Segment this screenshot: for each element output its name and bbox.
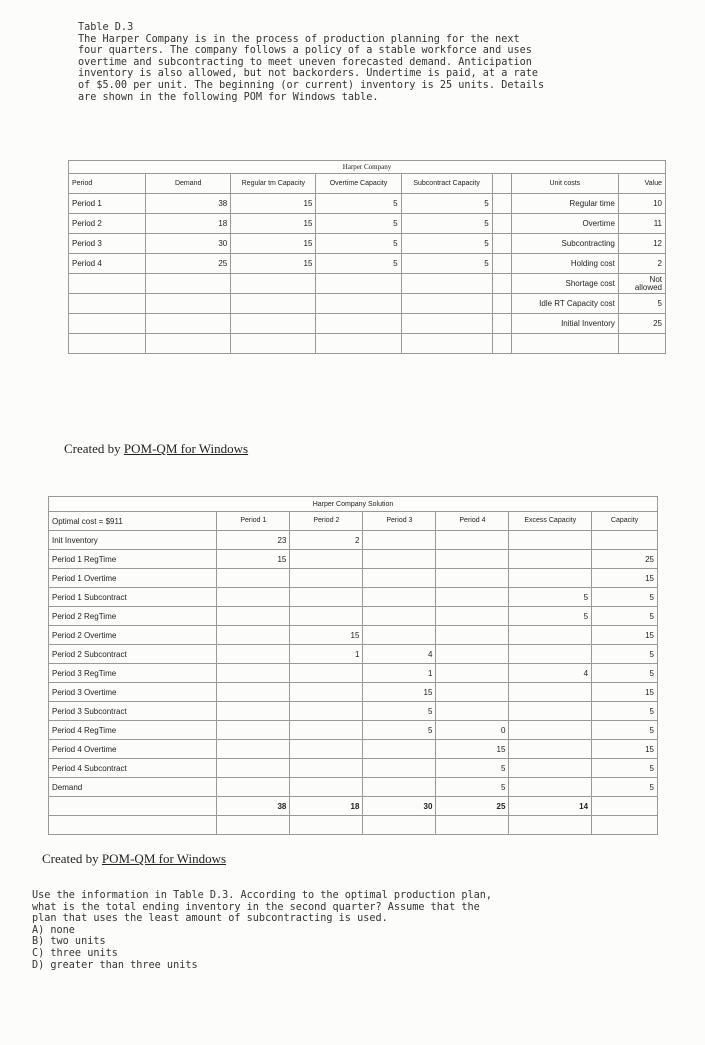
- table2-cell: [217, 740, 290, 759]
- table1-cell: 5: [401, 214, 492, 234]
- table1-cell: 5: [316, 194, 401, 214]
- answer-option: C) three units: [32, 947, 118, 959]
- table2-cell: [49, 816, 217, 835]
- table1-cell: Period 4: [69, 254, 146, 274]
- table2-cell: 15: [592, 740, 658, 759]
- table1-cell: [492, 274, 511, 294]
- table1-cell: Initial Inventory: [511, 314, 618, 334]
- question-line: plan that uses the least amount of subcontracting is used.: [32, 913, 388, 925]
- table2-cell: [363, 531, 436, 550]
- table1-cell: [401, 334, 492, 354]
- table2-cell: 15: [592, 683, 658, 702]
- table2-cell: 5: [592, 759, 658, 778]
- table2-title: Harper Company Solution: [49, 497, 658, 512]
- credit-link: POM-QM for Windows: [101, 851, 227, 866]
- table1-cell: 5: [316, 234, 401, 254]
- table2-cell: 30: [363, 797, 436, 816]
- table2-cell: [290, 740, 363, 759]
- table2-cell: [217, 759, 290, 778]
- table2-header-cell: Period 2: [290, 512, 363, 531]
- intro-line: of $5.00 per unit. The beginning (or current) inventory is 25 units. Details: [78, 79, 545, 91]
- table1-cell: 25: [146, 254, 231, 274]
- table2-cell: 1: [290, 645, 363, 664]
- table1-cell: 15: [231, 234, 316, 254]
- table2-cell: [217, 683, 290, 702]
- table1-cell: [316, 274, 401, 294]
- table1-cell: [146, 334, 231, 354]
- table1-cell: 15: [231, 214, 316, 234]
- table2-row: [49, 569, 658, 588]
- table2-cell: 15: [436, 740, 509, 759]
- table2-row: [49, 778, 658, 797]
- table2-cell: 15: [363, 683, 436, 702]
- table1-header-cell: Overtime Capacity: [316, 174, 401, 194]
- question-line: Use the information in Table D.3. According to the optimal production plan,: [32, 890, 493, 901]
- harper-solution-table: [48, 496, 658, 835]
- table2-row: [49, 550, 658, 569]
- table1-cell: [146, 294, 231, 314]
- table1-cell: Period 2: [69, 214, 146, 234]
- table2-cell: [509, 740, 592, 759]
- table1-cell: Idle RT Capacity cost: [511, 294, 618, 314]
- table1-cell: [146, 314, 231, 334]
- table1-cell: 5: [316, 254, 401, 274]
- table2-header-cell: Capacity: [592, 512, 658, 531]
- answer-option: A) none: [32, 924, 75, 936]
- table2-row: [49, 531, 658, 550]
- table2-row: [49, 664, 658, 683]
- table1-cell: 15: [231, 194, 316, 214]
- table1-cell: 30: [146, 234, 231, 254]
- table1-cell: 2: [618, 254, 665, 274]
- table2-row: [49, 683, 658, 702]
- table2-cell: [509, 645, 592, 664]
- table1-cell: 12: [618, 234, 665, 254]
- table1-row: [69, 214, 666, 234]
- table1-cell: [231, 294, 316, 314]
- table2-cell: Period 2 RegTime: [49, 607, 217, 626]
- table2-row: [49, 740, 658, 759]
- table1-cell: Period 3: [69, 234, 146, 254]
- table2-cell: [363, 759, 436, 778]
- table2-cell: [436, 664, 509, 683]
- table2-cell: Period 3 RegTime: [49, 664, 217, 683]
- table1-cell: [316, 334, 401, 354]
- table1-cell: [511, 334, 618, 354]
- table1-cell: [231, 334, 316, 354]
- table2-cell: [217, 721, 290, 740]
- table2-cell: [290, 759, 363, 778]
- table1-header-cell: Unit costs: [511, 174, 618, 194]
- table1-cell: [492, 254, 511, 274]
- question-line: what is the total ending inventory in the second quarter? Assume that the: [32, 901, 480, 913]
- table2-cell: [436, 531, 509, 550]
- table1-cell: 18: [146, 214, 231, 234]
- table2-cell: [436, 645, 509, 664]
- table2-cell: [217, 816, 290, 835]
- table2-cell: [217, 626, 290, 645]
- table1-cell: [69, 314, 146, 334]
- table2-cell: 1: [363, 664, 436, 683]
- table2-cell: Period 2 Overtime: [49, 626, 217, 645]
- table2-cell: 0: [436, 721, 509, 740]
- table2-cell: 5: [592, 645, 658, 664]
- harper-company-table: [68, 160, 666, 354]
- table2-cell: [217, 664, 290, 683]
- table2-cell: 5: [509, 607, 592, 626]
- table2-cell: Period 1 Subcontract: [49, 588, 217, 607]
- table2-cell: [509, 626, 592, 645]
- table2-cell: Period 3 Overtime: [49, 683, 217, 702]
- table2-row: [49, 607, 658, 626]
- table2-cell: [509, 550, 592, 569]
- table1-cell: [69, 294, 146, 314]
- table2-cell: 15: [592, 626, 658, 645]
- table2-cell: [217, 588, 290, 607]
- table1-cell: 11: [618, 214, 665, 234]
- intro-line: Table D.3: [78, 22, 134, 33]
- table2-cell: [363, 778, 436, 797]
- table2-cell: Period 4 Overtime: [49, 740, 217, 759]
- table2-cell: [592, 531, 658, 550]
- table2-cell: [290, 816, 363, 835]
- table2-cell: Period 4 RegTime: [49, 721, 217, 740]
- table2-cell: 5: [592, 607, 658, 626]
- table1-cell: 5: [401, 194, 492, 214]
- table2-row: [49, 797, 658, 816]
- table2-cell: [363, 588, 436, 607]
- table2-cell: Period 1 Overtime: [49, 569, 217, 588]
- table2-row: [49, 588, 658, 607]
- table2-cell: [436, 683, 509, 702]
- table1-row: [69, 314, 666, 334]
- table1-cell: [146, 274, 231, 294]
- table2-cell: 5: [363, 721, 436, 740]
- table1-row: [69, 194, 666, 214]
- table2-cell: [509, 778, 592, 797]
- table2-cell: [363, 740, 436, 759]
- table2-cell: [509, 683, 592, 702]
- table1-cell: [618, 334, 665, 354]
- table2-row: [49, 702, 658, 721]
- table2-row: [49, 721, 658, 740]
- table1-cell: [69, 274, 146, 294]
- intro-line: inventory is also allowed, but not backorders. Undertime is paid, at a rate: [78, 68, 539, 80]
- table1-row: [69, 274, 666, 294]
- table2-cell: [290, 721, 363, 740]
- table1-cell: 5: [401, 234, 492, 254]
- table1-header-cell: [492, 174, 511, 194]
- table1-cell: 38: [146, 194, 231, 214]
- table2-cell: Period 1 RegTime: [49, 550, 217, 569]
- answer-option: B) two units: [32, 936, 106, 948]
- table2-cell: 5: [436, 778, 509, 797]
- table2-cell: [436, 569, 509, 588]
- table2-cell: 5: [592, 721, 658, 740]
- table2-cell: [363, 550, 436, 569]
- table2-cell: [290, 569, 363, 588]
- table2-cell: [363, 816, 436, 835]
- table2-cell: [509, 816, 592, 835]
- table2-cell: [509, 569, 592, 588]
- table1-cell: 25: [618, 314, 665, 334]
- table1-cell: [401, 294, 492, 314]
- table2-cell: 5: [592, 588, 658, 607]
- table2-cell: [436, 816, 509, 835]
- table2-cell: Period 2 Subcontract: [49, 645, 217, 664]
- table2-cell: 5: [436, 759, 509, 778]
- table1-cell: Subcontracting: [511, 234, 618, 254]
- table1-row: [69, 234, 666, 254]
- table1-row: [69, 254, 666, 274]
- table2-cell: [290, 550, 363, 569]
- table2-cell: [363, 607, 436, 626]
- table2-cell: [290, 588, 363, 607]
- table2-cell: 5: [592, 702, 658, 721]
- table1-header-cell: Subcontract Capacity: [401, 174, 492, 194]
- table2-cell: [436, 550, 509, 569]
- table2-cell: 4: [363, 645, 436, 664]
- table2-cell: 15: [217, 550, 290, 569]
- table2-header-cell: Period 4: [436, 512, 509, 531]
- answer-option: D) greater than three units: [32, 959, 198, 971]
- table2-row: [49, 816, 658, 835]
- table2-cell: [436, 702, 509, 721]
- intro-line: The Harper Company is in the process of production planning for the next: [78, 33, 520, 45]
- table2-cell: [217, 778, 290, 797]
- table1-cell: [492, 194, 511, 214]
- table2-cell: [509, 759, 592, 778]
- table2-cell: [290, 607, 363, 626]
- table2-cell: [217, 607, 290, 626]
- table1-cell: Not allowed: [618, 274, 665, 294]
- table2-header-cell: Optimal cost = $911: [49, 512, 217, 531]
- table2-cell: Period 4 Subcontract: [49, 759, 217, 778]
- table1-header-cell: Demand: [146, 174, 231, 194]
- table1-cell: Period 1: [69, 194, 146, 214]
- table2-cell: 5: [509, 588, 592, 607]
- table1-row: [69, 334, 666, 354]
- table1-cell: Overtime: [511, 214, 618, 234]
- table1-cell: [401, 314, 492, 334]
- table2-cell: [436, 626, 509, 645]
- table2-cell: [363, 569, 436, 588]
- table1-cell: [316, 314, 401, 334]
- table2-cell: [290, 778, 363, 797]
- table1-cell: [492, 234, 511, 254]
- table2-header-cell: Excess Capacity: [509, 512, 592, 531]
- table2-cell: Demand: [49, 778, 217, 797]
- table2-cell: [436, 588, 509, 607]
- table1-cell: 5: [316, 214, 401, 234]
- table1-cell: 15: [231, 254, 316, 274]
- table2-cell: 38: [217, 797, 290, 816]
- table1-cell: [316, 294, 401, 314]
- table2-cell: [217, 702, 290, 721]
- table2-cell: [290, 702, 363, 721]
- table2-credit: [42, 851, 226, 867]
- table1-cell: [492, 334, 511, 354]
- table2-cell: 5: [363, 702, 436, 721]
- table2-row: [49, 759, 658, 778]
- table2-cell: [217, 645, 290, 664]
- table1-header-cell: Period: [69, 174, 146, 194]
- table2-cell: [436, 607, 509, 626]
- table2-row: [49, 626, 658, 645]
- table2-cell: [509, 531, 592, 550]
- table2-cell: 23: [217, 531, 290, 550]
- table2-cell: 2: [290, 531, 363, 550]
- table2-cell: 25: [436, 797, 509, 816]
- table1-row: [69, 294, 666, 314]
- table2-cell: [363, 626, 436, 645]
- table2-cell: [49, 797, 217, 816]
- problem-intro: [78, 22, 693, 103]
- table2-cell: 14: [509, 797, 592, 816]
- table1-header-cell: Regular tm Capacity: [231, 174, 316, 194]
- intro-line: are shown in the following POM for Windows table.: [78, 91, 379, 103]
- table2-cell: [290, 683, 363, 702]
- table2-cell: Period 3 Subcontract: [49, 702, 217, 721]
- table1-title: Harper Company: [69, 161, 666, 174]
- table1-cell: [69, 334, 146, 354]
- table1-cell: [492, 314, 511, 334]
- table1-cell: Regular time: [511, 194, 618, 214]
- table2-cell: 5: [592, 778, 658, 797]
- table2-cell: 25: [592, 550, 658, 569]
- table2-header-cell: Period 3: [363, 512, 436, 531]
- intro-line: overtime and subcontracting to meet uneven forecasted demand. Anticipation: [78, 56, 532, 68]
- table2-cell: 15: [592, 569, 658, 588]
- table2-cell: [592, 797, 658, 816]
- table1-cell: Holding cost: [511, 254, 618, 274]
- table2-cell: [509, 721, 592, 740]
- table1-cell: [231, 314, 316, 334]
- table2-header-cell: Period 1: [217, 512, 290, 531]
- table1-cell: [492, 294, 511, 314]
- table1-cell: 5: [401, 254, 492, 274]
- table1-cell: [401, 274, 492, 294]
- table1-credit: [64, 441, 248, 457]
- table2-cell: 4: [509, 664, 592, 683]
- question: [32, 890, 692, 971]
- table2-cell: [509, 702, 592, 721]
- table2-cell: [217, 569, 290, 588]
- credit-prefix: Created by: [42, 851, 102, 866]
- table2-row: [49, 645, 658, 664]
- table2-cell: [592, 816, 658, 835]
- table2-cell: 15: [290, 626, 363, 645]
- table2-cell: Init Inventory: [49, 531, 217, 550]
- credit-prefix: Created by: [64, 441, 124, 456]
- table2-cell: 5: [592, 664, 658, 683]
- credit-link: POM-QM for Windows: [123, 441, 249, 456]
- table1-cell: 10: [618, 194, 665, 214]
- table1-cell: 5: [618, 294, 665, 314]
- table1-cell: Shortage cost: [511, 274, 618, 294]
- table1-header-cell: Value: [618, 174, 665, 194]
- table1-cell: [231, 274, 316, 294]
- table2-cell: [290, 664, 363, 683]
- table1-cell: [492, 214, 511, 234]
- table2-cell: 18: [290, 797, 363, 816]
- intro-line: four quarters. The company follows a policy of a stable workforce and uses: [78, 45, 532, 57]
